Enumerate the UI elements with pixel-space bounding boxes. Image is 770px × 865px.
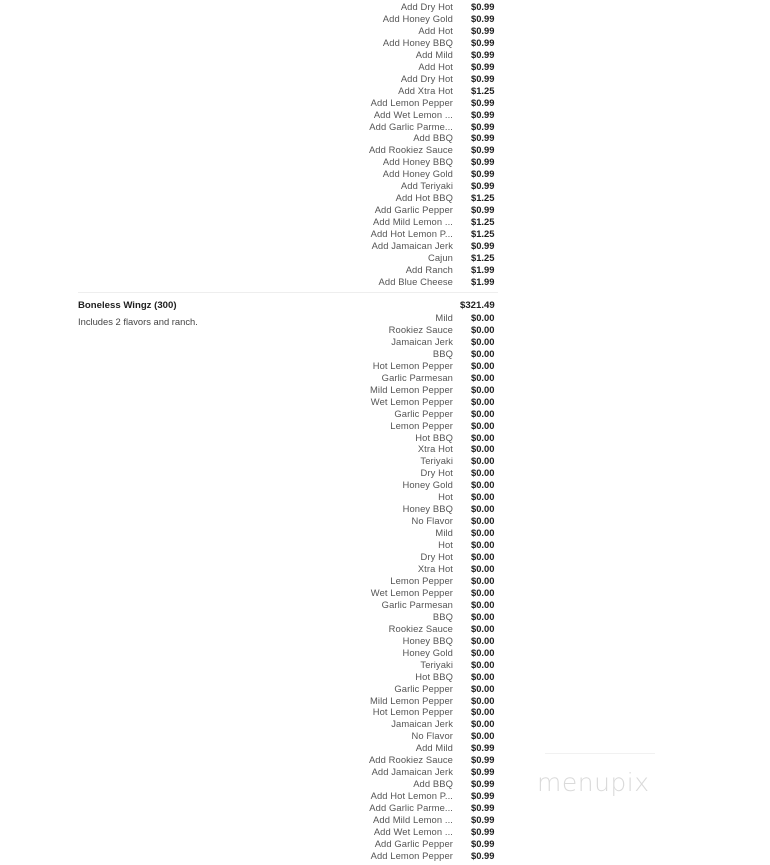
- option-price: $0.99: [471, 240, 495, 252]
- option-price: $0.99: [471, 168, 495, 180]
- option-row[interactable]: [0, 814, 770, 826]
- option-price: $1.25: [471, 252, 495, 264]
- option-price: $0.00: [471, 622, 495, 634]
- option-row[interactable]: [0, 204, 770, 216]
- option-name: No Flavor: [411, 515, 453, 527]
- option-name: Honey Gold: [402, 646, 453, 658]
- option-name: Garlic Pepper: [394, 682, 453, 694]
- option-price: $0.00: [471, 443, 495, 455]
- option-row[interactable]: [0, 420, 770, 432]
- option-price: $0.00: [471, 479, 495, 491]
- option-price: $0.99: [471, 36, 495, 48]
- option-price: $0.99: [471, 1, 495, 12]
- option-row[interactable]: [0, 730, 770, 742]
- option-price: $0.00: [471, 574, 495, 586]
- option-name: Add Honey Gold: [382, 12, 453, 24]
- item-option-list: [0, 312, 770, 862]
- option-row[interactable]: [0, 312, 770, 324]
- option-row[interactable]: [0, 455, 770, 467]
- option-price: $0.99: [471, 72, 495, 84]
- option-row[interactable]: [0, 25, 770, 37]
- option-row[interactable]: [0, 252, 770, 264]
- option-name: Hot Lemon Pepper: [372, 706, 453, 718]
- option-price: $0.00: [471, 467, 495, 479]
- option-row[interactable]: [0, 443, 770, 455]
- option-row[interactable]: [0, 109, 770, 121]
- option-row[interactable]: [0, 826, 770, 838]
- option-name: Teriyaki: [420, 658, 453, 670]
- option-name: Wet Lemon Pepper: [370, 395, 453, 407]
- option-row[interactable]: [0, 228, 770, 240]
- option-price: $0.99: [471, 24, 495, 36]
- option-price: $0.99: [471, 60, 495, 72]
- option-name: Garlic Parmesan: [381, 598, 453, 610]
- watermark-logo: menupix: [537, 768, 650, 797]
- option-row[interactable]: [0, 479, 770, 491]
- option-price: $0.00: [471, 395, 495, 407]
- option-price: $0.00: [471, 323, 495, 335]
- option-row[interactable]: [0, 635, 770, 647]
- option-price: $1.99: [471, 263, 495, 275]
- option-name: Dry Hot: [420, 467, 453, 479]
- option-name: Rookiez Sauce: [388, 622, 453, 634]
- option-name: Wet Lemon Pepper: [370, 586, 453, 598]
- option-name: Add Rookiez Sauce: [368, 144, 453, 156]
- option-name: Add Lemon Pepper: [370, 849, 453, 861]
- option-price: $0.00: [471, 563, 495, 575]
- option-name: Add Hot Lemon P...: [370, 790, 453, 802]
- option-row[interactable]: [0, 121, 770, 133]
- option-name: Add Hot: [418, 60, 453, 72]
- option-name: Xtra Hot: [417, 563, 453, 575]
- option-price: $0.00: [471, 431, 495, 443]
- option-row[interactable]: [0, 73, 770, 85]
- option-name: Add Garlic Pepper: [374, 204, 453, 216]
- option-price: $0.00: [471, 347, 495, 359]
- option-price: $0.00: [471, 706, 495, 718]
- option-row[interactable]: [0, 503, 770, 515]
- option-price: $0.99: [471, 802, 495, 814]
- option-name: Honey Gold: [402, 479, 453, 491]
- option-name: Add Honey BBQ: [382, 156, 453, 168]
- option-price: $0.99: [471, 132, 495, 144]
- option-price: $0.00: [471, 371, 495, 383]
- option-row[interactable]: [0, 432, 770, 444]
- option-price: $0.00: [471, 598, 495, 610]
- option-row[interactable]: [0, 515, 770, 527]
- option-name: Add Xtra Hot: [398, 84, 453, 96]
- option-price: $0.00: [471, 455, 495, 467]
- option-name: Honey BBQ: [402, 634, 453, 646]
- option-row[interactable]: [0, 575, 770, 587]
- option-price: $1.25: [471, 228, 495, 240]
- option-price: $0.00: [471, 694, 495, 706]
- option-price: $0.99: [471, 814, 495, 826]
- option-price: $0.00: [471, 682, 495, 694]
- option-row[interactable]: [0, 372, 770, 384]
- option-price: $0.00: [471, 503, 495, 515]
- option-price: $0.99: [471, 778, 495, 790]
- option-price: $0.00: [471, 515, 495, 527]
- option-row[interactable]: [0, 1, 770, 13]
- option-row[interactable]: [0, 563, 770, 575]
- option-name: Add BBQ: [413, 778, 453, 790]
- option-row[interactable]: [0, 97, 770, 109]
- option-price: $0.99: [471, 825, 495, 837]
- option-price: $1.25: [471, 216, 495, 228]
- option-row[interactable]: [0, 611, 770, 623]
- option-price: $0.99: [471, 156, 495, 168]
- watermark-rule: [545, 753, 655, 754]
- option-name: Mild Lemon Pepper: [370, 383, 453, 395]
- option-row[interactable]: [0, 551, 770, 563]
- item-description: Includes 2 flavors and ranch.: [78, 316, 198, 327]
- option-price: $0.00: [471, 335, 495, 347]
- option-price: $0.99: [471, 754, 495, 766]
- option-name: Rookiez Sauce: [388, 323, 453, 335]
- option-price: $0.00: [471, 527, 495, 539]
- option-name: Add BBQ: [413, 132, 453, 144]
- option-name: Mild Lemon Pepper: [370, 694, 453, 706]
- option-row[interactable]: [0, 587, 770, 599]
- option-name: Add Mild Lemon ...: [373, 814, 453, 826]
- option-name: Add Hot: [418, 24, 453, 36]
- option-name: No Flavor: [411, 730, 453, 742]
- option-name: Add Jamaican Jerk: [371, 240, 453, 252]
- option-name: Lemon Pepper: [390, 419, 453, 431]
- option-name: Hot: [438, 539, 453, 551]
- option-row[interactable]: [0, 718, 770, 730]
- option-row[interactable]: [0, 778, 770, 790]
- option-price: $0.99: [471, 48, 495, 60]
- option-name: Add Rookiez Sauce: [368, 754, 453, 766]
- option-name: Honey BBQ: [402, 503, 453, 515]
- option-row[interactable]: [0, 802, 770, 814]
- option-price: $0.99: [471, 180, 495, 192]
- option-price: $1.25: [471, 192, 495, 204]
- option-name: Add Dry Hot: [400, 72, 453, 84]
- option-row[interactable]: [0, 348, 770, 360]
- option-price: $0.00: [471, 383, 495, 395]
- option-row[interactable]: [0, 754, 770, 766]
- option-name: Add Honey BBQ: [382, 36, 453, 48]
- option-row[interactable]: [0, 264, 770, 276]
- option-row[interactable]: [0, 132, 770, 144]
- option-row[interactable]: [0, 766, 770, 778]
- option-row[interactable]: [0, 85, 770, 97]
- option-price: $0.99: [471, 849, 495, 861]
- option-name: Teriyaki: [420, 455, 453, 467]
- option-name: Garlic Parmesan: [381, 371, 453, 383]
- option-row[interactable]: [0, 324, 770, 336]
- option-price: $0.00: [471, 730, 495, 742]
- option-name: Xtra Hot: [417, 443, 453, 455]
- option-name: Add Lemon Pepper: [370, 96, 453, 108]
- option-name: BBQ: [432, 347, 453, 359]
- option-row[interactable]: [0, 695, 770, 707]
- option-price: $0.00: [471, 586, 495, 598]
- option-row[interactable]: [0, 683, 770, 695]
- section-divider: [78, 292, 498, 293]
- option-price: $1.25: [471, 84, 495, 96]
- option-row[interactable]: [0, 240, 770, 252]
- option-name: Add Teriyaki: [400, 180, 453, 192]
- option-row[interactable]: [0, 647, 770, 659]
- option-price: $0.99: [471, 204, 495, 216]
- option-name: BBQ: [432, 610, 453, 622]
- option-name: Add Wet Lemon ...: [373, 825, 453, 837]
- option-name: Add Honey Gold: [382, 168, 453, 180]
- top-option-list: [0, 1, 770, 288]
- option-row[interactable]: [0, 37, 770, 49]
- option-name: Jamaican Jerk: [391, 718, 453, 730]
- option-name: Add Wet Lemon ...: [373, 108, 453, 120]
- option-name: Add Jamaican Jerk: [371, 766, 453, 778]
- option-name: Dry Hot: [420, 551, 453, 563]
- option-name: Jamaican Jerk: [391, 335, 453, 347]
- option-name: Add Garlic Parme...: [369, 120, 453, 132]
- option-row[interactable]: [0, 13, 770, 25]
- option-row[interactable]: [0, 838, 770, 850]
- option-name: Add Mild Lemon ...: [373, 216, 453, 228]
- option-price: $0.99: [471, 790, 495, 802]
- option-row[interactable]: [0, 790, 770, 802]
- option-name: Add Mild: [415, 48, 453, 60]
- option-price: $0.00: [471, 419, 495, 431]
- option-name: Add Dry Hot: [400, 1, 453, 12]
- option-row[interactable]: [0, 49, 770, 61]
- option-price: $0.00: [471, 407, 495, 419]
- option-price: $1.99: [471, 275, 495, 287]
- option-price: $0.00: [471, 646, 495, 658]
- option-name: Add Hot Lemon P...: [370, 228, 453, 240]
- option-name: Hot BBQ: [415, 431, 453, 443]
- option-row[interactable]: [0, 276, 770, 288]
- option-price: $0.00: [471, 312, 495, 323]
- option-price: $0.00: [471, 491, 495, 503]
- option-row[interactable]: [0, 408, 770, 420]
- option-row[interactable]: [0, 61, 770, 73]
- option-price: $0.00: [471, 634, 495, 646]
- option-row[interactable]: [0, 467, 770, 479]
- option-row[interactable]: [0, 192, 770, 204]
- option-name: Add Blue Cheese: [378, 275, 453, 287]
- option-row[interactable]: [0, 623, 770, 635]
- option-price: $0.99: [471, 96, 495, 108]
- option-row[interactable]: [0, 850, 770, 862]
- option-name: Lemon Pepper: [390, 574, 453, 586]
- option-row[interactable]: [0, 599, 770, 611]
- option-name: Add Garlic Pepper: [374, 837, 453, 849]
- option-price: $0.00: [471, 670, 495, 682]
- option-name: Mild: [435, 312, 453, 323]
- option-price: $0.00: [471, 658, 495, 670]
- option-row[interactable]: [0, 396, 770, 408]
- item-name[interactable]: Boneless Wingz (300): [78, 300, 177, 311]
- option-row[interactable]: [0, 539, 770, 551]
- option-row[interactable]: [0, 384, 770, 396]
- option-price: $0.00: [471, 359, 495, 371]
- option-price: $0.99: [471, 108, 495, 120]
- option-price: $0.00: [471, 718, 495, 730]
- option-row[interactable]: [0, 491, 770, 503]
- option-price: $0.99: [471, 742, 495, 754]
- option-row[interactable]: [0, 360, 770, 372]
- option-price: $0.00: [471, 610, 495, 622]
- option-row[interactable]: [0, 144, 770, 156]
- option-row[interactable]: [0, 168, 770, 180]
- option-name: Hot: [438, 491, 453, 503]
- option-row[interactable]: [0, 216, 770, 228]
- option-price: $0.00: [471, 539, 495, 551]
- option-row[interactable]: [0, 156, 770, 168]
- option-price: $0.99: [471, 120, 495, 132]
- option-row[interactable]: [0, 180, 770, 192]
- option-row[interactable]: [0, 527, 770, 539]
- option-row[interactable]: [0, 659, 770, 671]
- option-name: Add Ranch: [405, 263, 453, 275]
- option-name: Add Mild: [415, 742, 453, 754]
- option-row[interactable]: [0, 336, 770, 348]
- option-name: Add Garlic Parme...: [369, 802, 453, 814]
- option-price: $0.99: [471, 766, 495, 778]
- option-name: Hot Lemon Pepper: [372, 359, 453, 371]
- option-name: Mild: [435, 527, 453, 539]
- option-name: Hot BBQ: [415, 670, 453, 682]
- option-price: $0.99: [471, 144, 495, 156]
- option-name: Garlic Pepper: [394, 407, 453, 419]
- option-name: Add Hot BBQ: [395, 192, 453, 204]
- option-name: Cajun: [428, 252, 453, 264]
- option-row[interactable]: [0, 671, 770, 683]
- item-price: $321.49: [460, 300, 495, 311]
- option-price: $0.99: [471, 837, 495, 849]
- option-row[interactable]: [0, 706, 770, 718]
- option-price: $0.99: [471, 12, 495, 24]
- option-price: $0.00: [471, 551, 495, 563]
